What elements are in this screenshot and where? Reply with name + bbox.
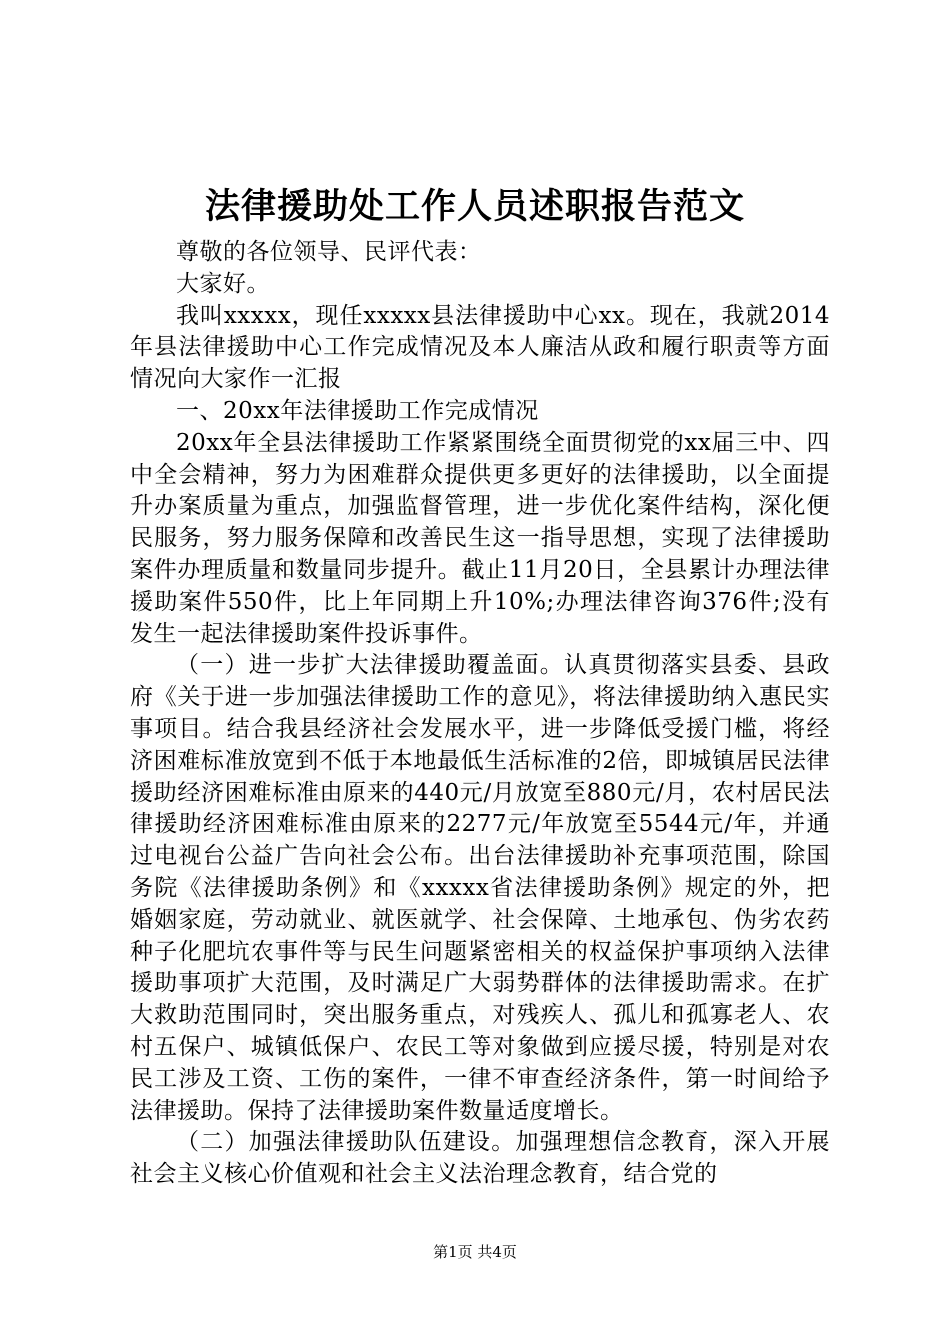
team-building-paragraph: （二）加强法律援助队伍建设。加强理想信念教育，深入开展社会主义核心价值观和社会主义法治理念教育，结合党的 [130, 1129, 830, 1188]
greeting: 大家好。 [176, 270, 270, 297]
coverage-paragraph: （一）进一步扩大法律援助覆盖面。认真贯彻落实县委、县政府《关于进一步加强法律援助工作的意见》，将法律援助纳入惠民实事项目。结合我县经济社会发展水平，进一步降低受援门槛，将经济困难标准放宽到不低于本地最低生活标准的2倍，即城镇居民法律援助经济困难标准由原来的440元/月放宽至880元/月，农村居民法律援助经济困难标准由原来的2277元/年放宽至5544元/年，并通过电视台公益广告向社会公布。出台法律援助补充事项范围，除国务院《法律援助条例》和《xxxxx省法律援助条例》规定的外，把婚姻家庭，劳动就业、就医就学、社会保障、土地承包、伪劣农药种子化肥坑农事件等与民生问题紧密相关的权益保护事项纳入法律援助事项扩大范围，及时满足广大弱势群体的法律援助需求。在扩大救助范围同时，突出服务重点，对残疾人、孤儿和孤寡老人、农村五保户、城镇低保户、农民工等对象做到应援尽援，特别是对农民工涉及工资、工伤的案件，一律不审查经济条件，第一时间给予法律援助。保持了法律援助案件数量适度增长。 [130, 652, 830, 1124]
document-title: 法律援助处工作人员述职报告范文 [204, 186, 745, 227]
document-body [130, 237, 830, 1191]
page-footer: 第1页 共4页 [433, 1243, 517, 1261]
salutation: 尊敬的各位领导、民评代表： [176, 239, 482, 265]
intro-paragraph: 我叫xxxxx，现任xxxxx县法律援助中心xx。现在，我就2014年县法律援助中心工作完成情况及本人廉洁从政和履行职责等方面情况向大家作一汇报 [130, 302, 830, 393]
section-heading: 一、20xx年法律援助工作完成情况 [176, 397, 539, 424]
summary-paragraph: 20xx年全县法律援助工作紧紧围绕全面贯彻党的xx届三中、四中全会精神，努力为困难群众提供更多更好的法律援助，以全面提升办案质量为重点，加强监督管理，进一步优化案件结构，深化便民服务，努力服务保障和改善民生这一指导思想，实现了法律援助案件办理质量和数量同步提升。截止11月20日，全县累计办理法律援助案件550件，比上年同期上升10%;办理法律咨询376件;没有发生一起法律援助案件投诉事件。 [130, 429, 830, 647]
